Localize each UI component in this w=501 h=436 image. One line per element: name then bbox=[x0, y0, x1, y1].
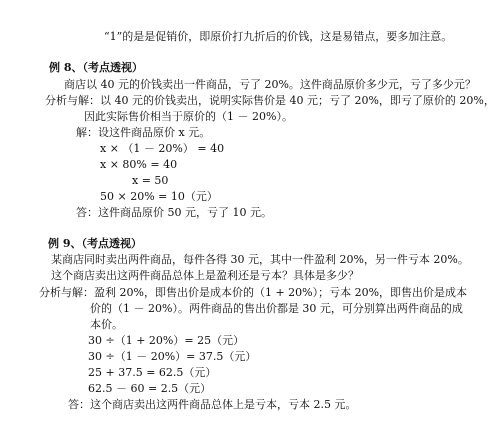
example-8-analysis-line2: 因此实际售价相当于原价的（1 － 20%）。 bbox=[84, 110, 293, 123]
example-9-step-4: 62.5 － 60 = 2.5（元） bbox=[88, 382, 212, 395]
solve-label: 解： bbox=[76, 126, 98, 139]
example-9-analysis-line2: 价的（1 － 20%）。两件商品的售出价都是 30 元，可分别算出两件商品的成 bbox=[90, 302, 463, 315]
example-9-analysis-line3: 本价。 bbox=[90, 318, 123, 331]
analysis-text: 盈利 20%，即售出价是成本价的（1 + 20%）；亏本 20%，即售出价是成本 bbox=[94, 286, 468, 299]
example-8-question: 商店以 40 元的价钱卖出一件商品，亏了 20%。这件商品原价多少元，亏了多少元？ bbox=[64, 78, 476, 91]
example-9-step-3: 25 + 37.5 = 62.5（元） bbox=[88, 366, 217, 379]
analysis-label: 分析与解： bbox=[45, 94, 100, 107]
example-9-title: 例 9、（考点透视） bbox=[48, 237, 142, 250]
example-8-step-3: x = 50 bbox=[132, 174, 169, 187]
example-9-question-line2: 这个商店卖出这两件商品总体上是盈利还是亏本？具体是多少？ bbox=[51, 269, 359, 282]
solve-intro: 设这件商品原价 x 元。 bbox=[98, 126, 211, 139]
example-8-step-2: x × 80% = 40 bbox=[100, 158, 178, 171]
example-9-question-line1: 某商店同时卖出两件商品，每件各得 30 元，其中一件盈利 20%，另一件亏本 20%。 bbox=[51, 253, 469, 266]
answer-label: 答： bbox=[68, 398, 90, 411]
answer-text: 这件商品原价 50 元，亏了 10 元。 bbox=[98, 206, 272, 219]
example-9-step-2: 30 ÷（1 － 20%）= 37.5（元） bbox=[88, 350, 257, 363]
example-8-step-1: x × （1 － 20%） = 40 bbox=[100, 142, 225, 155]
example-9-step-1: 30 ÷（1 + 20%）= 25（元） bbox=[88, 334, 245, 347]
example-9-analysis bbox=[39, 286, 467, 300]
example-9-answer bbox=[68, 398, 357, 412]
answer-text: 这个商店卖出这两件商品总体上是亏本，亏本 2.5 元。 bbox=[90, 398, 357, 411]
example-8-answer bbox=[76, 206, 272, 220]
example-8-step-4: 50 × 20% = 10（元） bbox=[100, 190, 218, 203]
intro-line: “1”的是是促销价，即原价打九折后的价钱，这是易错点，要多加注意。 bbox=[104, 30, 453, 43]
answer-label: 答： bbox=[76, 206, 98, 219]
analysis-text: 以 40 元的价钱卖出，说明实际售价是 40 元；亏了 20%，即亏了原价的 20%， bbox=[100, 94, 495, 107]
example-8-title: 例 8、（考点透视） bbox=[49, 61, 143, 74]
example-8-solve bbox=[76, 126, 210, 140]
example-8-analysis bbox=[45, 94, 495, 108]
analysis-label: 分析与解： bbox=[39, 286, 94, 299]
